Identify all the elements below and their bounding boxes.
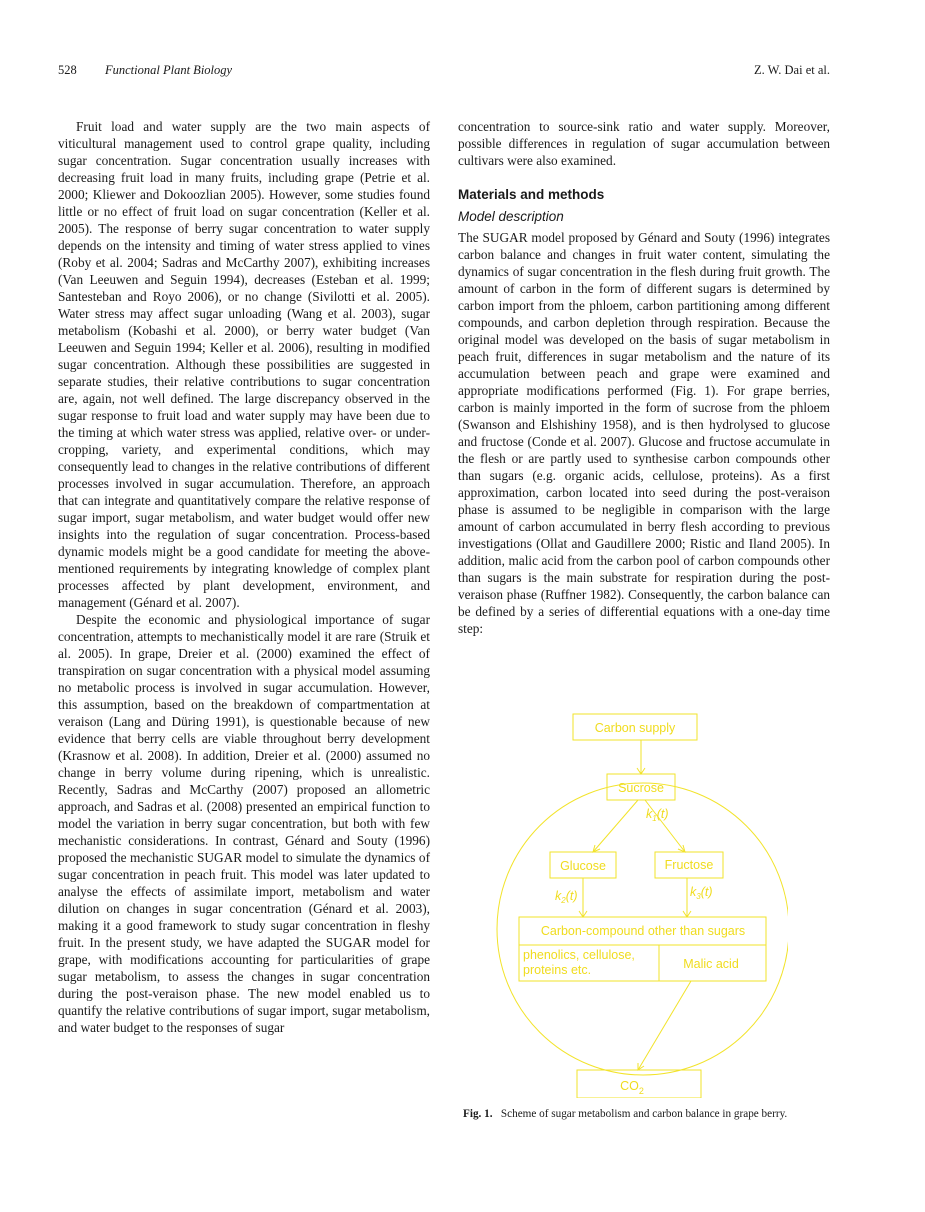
label-sucrose: Sucrose [618, 781, 664, 795]
caption-text: Scheme of sugar metabolism and carbon balance in grape berry. [500, 1108, 788, 1120]
label-co2 [620, 1079, 644, 1096]
label-k1 [646, 807, 669, 823]
caption-label: Fig. 1. [463, 1108, 493, 1120]
co2-main: CO [620, 1079, 639, 1093]
k1-subscript: 1 [652, 814, 657, 823]
k3-argument: (t) [700, 885, 713, 899]
model-description-paragraph: The SUGAR model proposed by Génard and Souty (1996) integrates carbon balance and changes in fruit water content, simulating the dynamics of sugar concentration in the flesh during fruit growth. The amount of carbon in the form of different sugars is determined by carbon import from the phloem, carbon partitioning among different compounds, and carbon depletion through respiration. Because the original model was developed on the basis of sugar metabolism in peach fruit, differences in sugar metabolism and the nature of its accumulation between peach and grape were examined and appropriate modifications performed (Fig. 1). For grape berries, carbon is mainly imported in the form of sucrose from the phloem (Swanson and Elshishiny 1958), and is then hydrolysed to glucose and fructose (Conde et al. 2007). Glucose and fructose accumulate in the flesh or are partly used to synthesise carbon compounds other than sugars (e.g. organic acids, cellulose, proteins). As a first approximation, carbon located into seed during the post-veraison phase is assumed to be negligible in comparison with the large amount of carbon accumulated in berry flesh according to previous investigations (Ollat and Gaudillere 2000; Ristic and Iland 2005). In addition, malic acid from the carbon pool of carbon compounds other than sugars is the main substrate for respiration during the post-veraison phase (Ruffner 1982). Consequently, the carbon balance can be defined by a series of differential equations with a one-day time step: [458, 230, 830, 636]
label-phenolics-line2: proteins etc. [523, 963, 592, 977]
figure-1-diagram [488, 706, 788, 1098]
k3-subscript: 3 [696, 892, 701, 901]
label-carbon-compound: Carbon-compound other than sugars [540, 924, 746, 938]
label-k3 [690, 885, 713, 901]
label-phenolics-line1: phenolics, cellulose, [523, 948, 635, 962]
label-carbon-supply: Carbon supply [594, 721, 676, 735]
k1-symbol: k [646, 807, 653, 821]
journal-name: Functional Plant Biology [105, 63, 233, 77]
right-column [458, 118, 830, 637]
label-fructose: Fructose [664, 858, 714, 872]
k2-subscript: 2 [561, 896, 566, 905]
subsection-heading: Model description [458, 209, 564, 224]
label-k2 [555, 889, 578, 905]
co2-subscript: 2 [638, 1086, 644, 1096]
intro-paragraph-1: Fruit load and water supply are the two main aspects of viticultural management used to control grape quality, including sugar concentration. Sugar concentration usually increases with decreasing fruit load in many fruits, including grape (Petrie et al. 2000; Kliewer and Dokoozlian 2005). However, some studies found little or no effect of fruit load on sugar concentration (Keller et al. 2005). The response of berry sugar concentration to water supply depends on the intensity and timing of water stress applied to vines (Roby et al. 2004; Sadras and McCarthy 2007), exhibiting increases (Van Leeuwen and Seguin 1994), decreases (Esteban et al. 1999; Santesteban and Royo 2006), or no change (Sivilotti et al. 2005). Water stress may affect sugar unloading (Wang et al. 2003), sugar metabolism (Kobashi et al. 2000), or berry water budget (Van Leeuwen and Seguin 1994; Keller et al. 2006), resulting in modified sugar concentration. Although these possibilities are suggested in separate studies, their relative contributions to sugar concentration are, again, not well defined. The large discrepancy observed in the sugar response to fruit load and water supply may have been due to the timing at which water stress was applied, relative over- or under-cropping, variety, and experimental conditions, which may consequently lead to changes in the relative contributions of different processes involved in sugar accumulation. Therefore, an approach that can integrate and quantitatively compare the relative response of sugar import, sugar metabolism, and water budget would offer new insights into the regulation of sugar concentration. Process-based dynamic models might be a good candidate for meeting the above-mentioned requirements by integrating knowledge of complex plant processes affected by plant development, environment, and management (Génard et al. 2007). [58, 119, 430, 610]
k2-argument: (t) [565, 889, 578, 903]
section-heading: Materials and methods [458, 187, 605, 202]
running-authors: Z. W. Dai et al. [753, 63, 830, 77]
running-header [58, 63, 830, 81]
k1-argument: (t) [656, 807, 669, 821]
intro-paragraph-continued: concentration to source-sink ratio and water supply. Moreover, possible differences in regulation of sugar accumulation between cultivars were also examined. [458, 119, 830, 168]
label-malic-acid: Malic acid [683, 957, 739, 971]
arrow-sucrose-to-glucose [593, 800, 638, 852]
figure-caption [463, 1108, 833, 1120]
sugar-metabolism-scheme [488, 706, 788, 1098]
label-glucose: Glucose [560, 859, 606, 873]
intro-paragraph-2: Despite the economic and physiological importance of sugar concentration, attempts to mechanistically model it are rare (Struik et al. 2005). In grape, Dreier et al. (2000) examined the effect of transpiration on sugar concentration with a physical model assuming no metabolic process is involved in sugar accumulation. However, this assumption, based on the breakdown of compartmentation at veraison (Lang and Düring 1991), is questionable because of new evidence that berry cells are viable throughout berry development (Krasnow et al. 2008). In addition, Dreier et al. (2000) assumed no change in berry volume during ripening, which is unrealistic. Recently, Sadras and McCarthy (2007) proposed an allometric approach, and Sadras et al. (2008) presented an empirical function to model the variation in berry sugar concentration, but both with few mechanistic considerations. In contrast, Génard and Souty (1996) proposed the mechanistic SUGAR model to simulate the dynamics of sugar concentration in peach fruit. This model was later updated to analyse the effects of assimilate import, metabolism and water dilution on changes in sugar concentration (Génard et al. 2003), making it a good framework to study sugar concentration in fleshy fruit. In the present study, we have adapted the SUGAR model for grape, with modifications accounting for particularities of grape sugar metabolism, to assess the changes in sugar concentration during the post-veraison phase. The new model enabled us to quantify the relative contributions of sugar import, sugar metabolism, and water budget to the responses of sugar [58, 612, 430, 1035]
k3-symbol: k [690, 885, 697, 899]
k2-symbol: k [555, 889, 562, 903]
page-number: 528 [58, 63, 77, 77]
arrow-malic-to-co2 [638, 981, 691, 1070]
left-column [58, 118, 430, 1036]
